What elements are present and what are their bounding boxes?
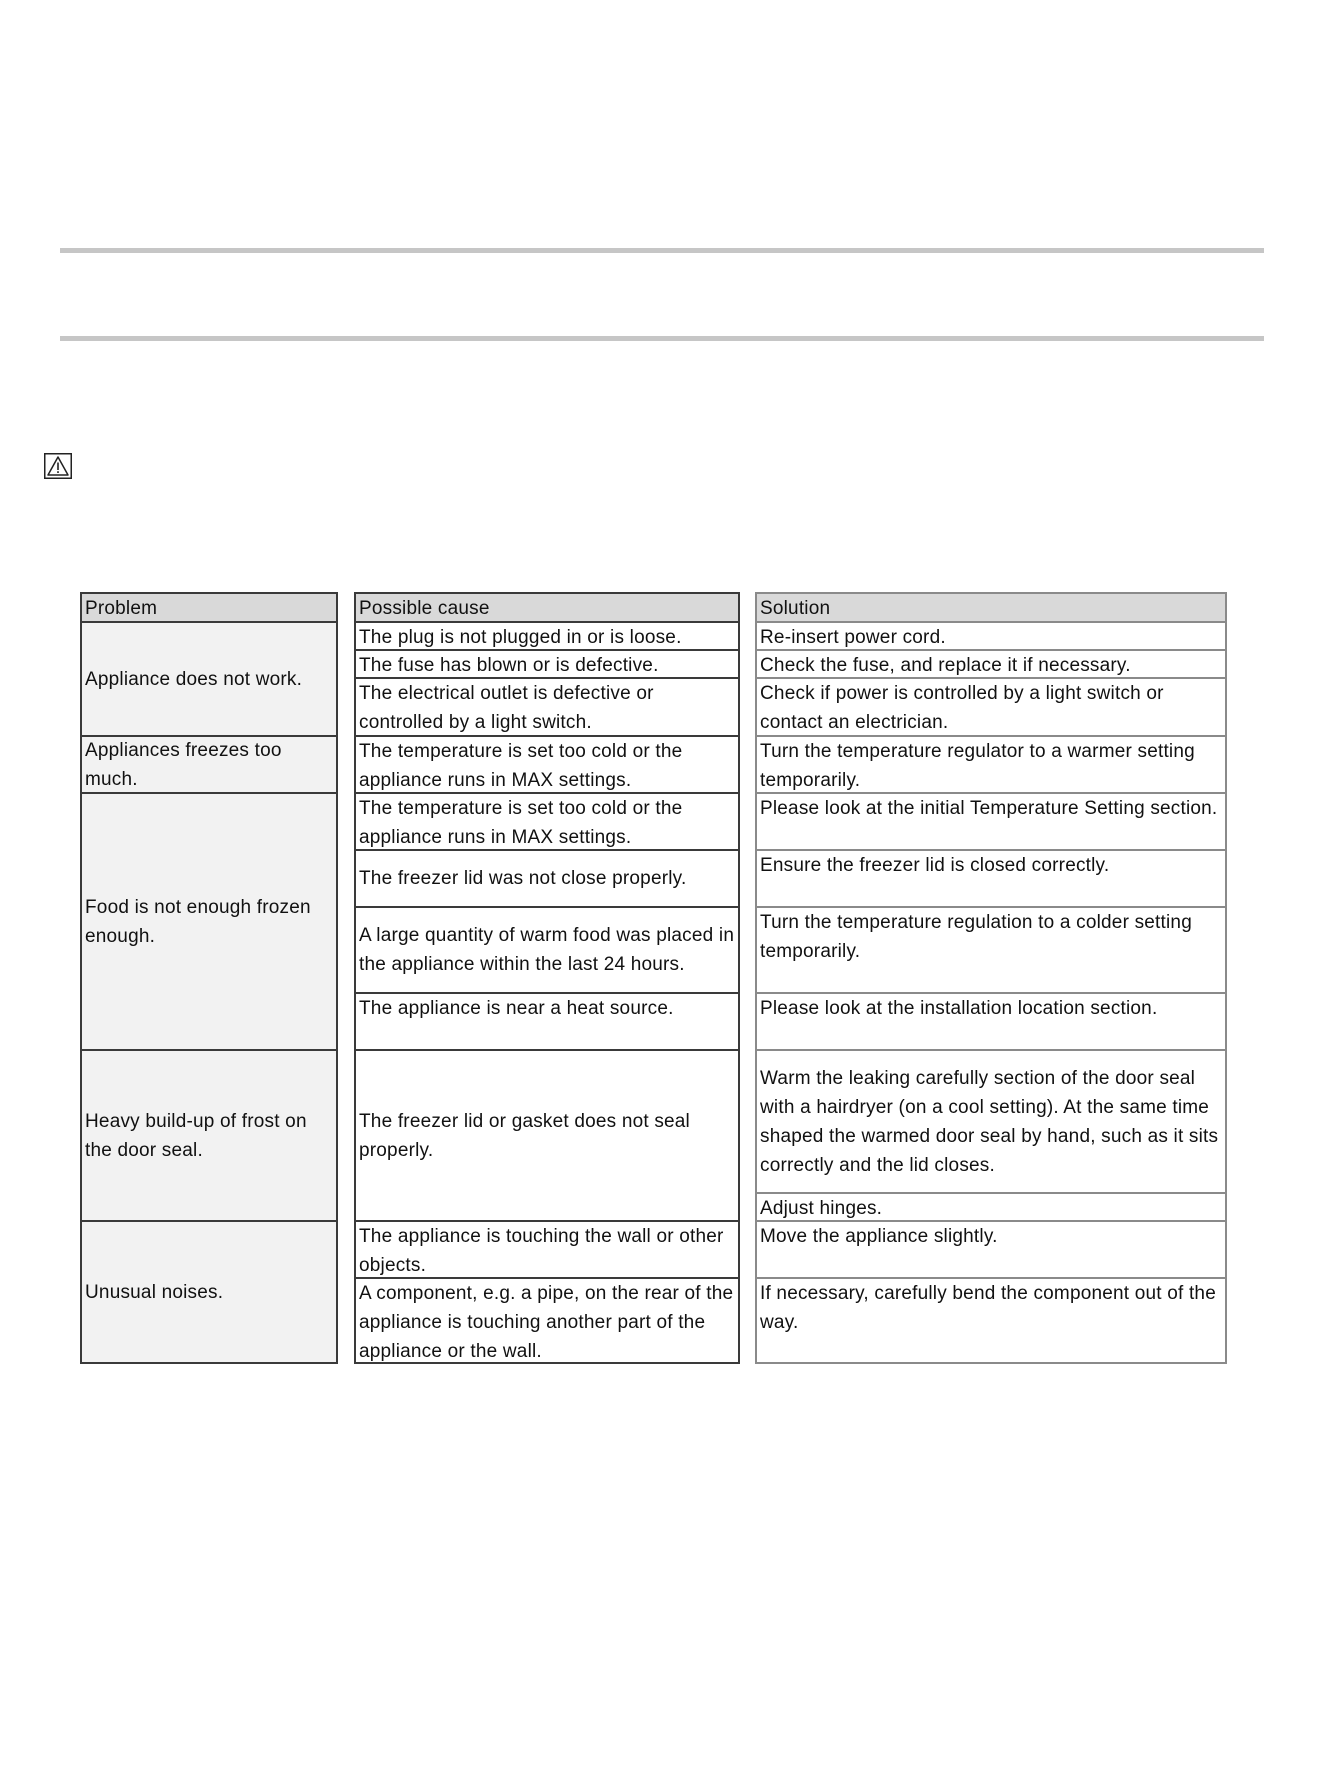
warning-triangle-icon: [44, 453, 72, 479]
cause-column: [354, 592, 740, 1364]
problem-cell: Appliance does not work.: [82, 621, 336, 735]
solution-cell: Please look at the initial Temperature Setting section.: [757, 792, 1225, 849]
solution-cell: Check if power is controlled by a light switch or contact an electrician.: [757, 677, 1225, 735]
solution-cell: Re-insert power cord.: [757, 621, 1225, 649]
problem-header: Problem: [82, 592, 336, 621]
cause-cell: The appliance is near a heat source.: [356, 992, 738, 1049]
cause-cell: The freezer lid or gasket does not seal properly.: [356, 1049, 738, 1220]
problem-cell: Appliances freezes too much.: [82, 735, 336, 792]
solution-cell: Ensure the freezer lid is closed correctly.: [757, 849, 1225, 906]
solution-cell: Please look at the installation location section.: [757, 992, 1225, 1049]
cause-cell: The plug is not plugged in or is loose.: [356, 621, 738, 649]
problem-cell: Food is not enough frozen enough.: [82, 792, 336, 1049]
solution-cell: Adjust hinges.: [757, 1192, 1225, 1220]
problem-column: [80, 592, 338, 1364]
cause-cell: The electrical outlet is defective or controlled by a light switch.: [356, 677, 738, 735]
cause-cell: The fuse has blown or is defective.: [356, 649, 738, 677]
horizontal-rule-bottom: [60, 336, 1264, 341]
solution-cell: Move the appliance slightly.: [757, 1220, 1225, 1277]
solution-column: [755, 592, 1227, 1364]
cause-cell: The temperature is set too cold or the appliance runs in MAX settings.: [356, 792, 738, 849]
solution-cell: Check the fuse, and replace it if necessary.: [757, 649, 1225, 677]
horizontal-rule-top: [60, 248, 1264, 253]
problem-cell: Unusual noises.: [82, 1220, 336, 1362]
cause-header: Possible cause: [356, 592, 738, 621]
solution-header: Solution: [757, 592, 1225, 621]
problem-cell: Heavy build-up of frost on the door seal.: [82, 1049, 336, 1220]
cause-cell: The appliance is touching the wall or other objects.: [356, 1220, 738, 1277]
solution-cell: Warm the leaking carefully section of the door seal with a hairdryer (on a cool setting). At the same time shaped the warmed door seal by hand, such as it sits correctly and the lid closes.: [757, 1049, 1225, 1192]
cause-cell: The temperature is set too cold or the appliance runs in MAX settings.: [356, 735, 738, 792]
solution-cell: Turn the temperature regulation to a colder setting temporarily.: [757, 906, 1225, 992]
solution-cell: Turn the temperature regulator to a warmer setting temporarily.: [757, 735, 1225, 792]
cause-cell: A component, e.g. a pipe, on the rear of the appliance is touching another part of the appliance or the wall.: [356, 1277, 738, 1362]
cause-cell: The freezer lid was not close properly.: [356, 849, 738, 906]
solution-cell: If necessary, carefully bend the component out of the way.: [757, 1277, 1225, 1362]
cause-cell: A large quantity of warm food was placed in the appliance within the last 24 hours.: [356, 906, 738, 992]
